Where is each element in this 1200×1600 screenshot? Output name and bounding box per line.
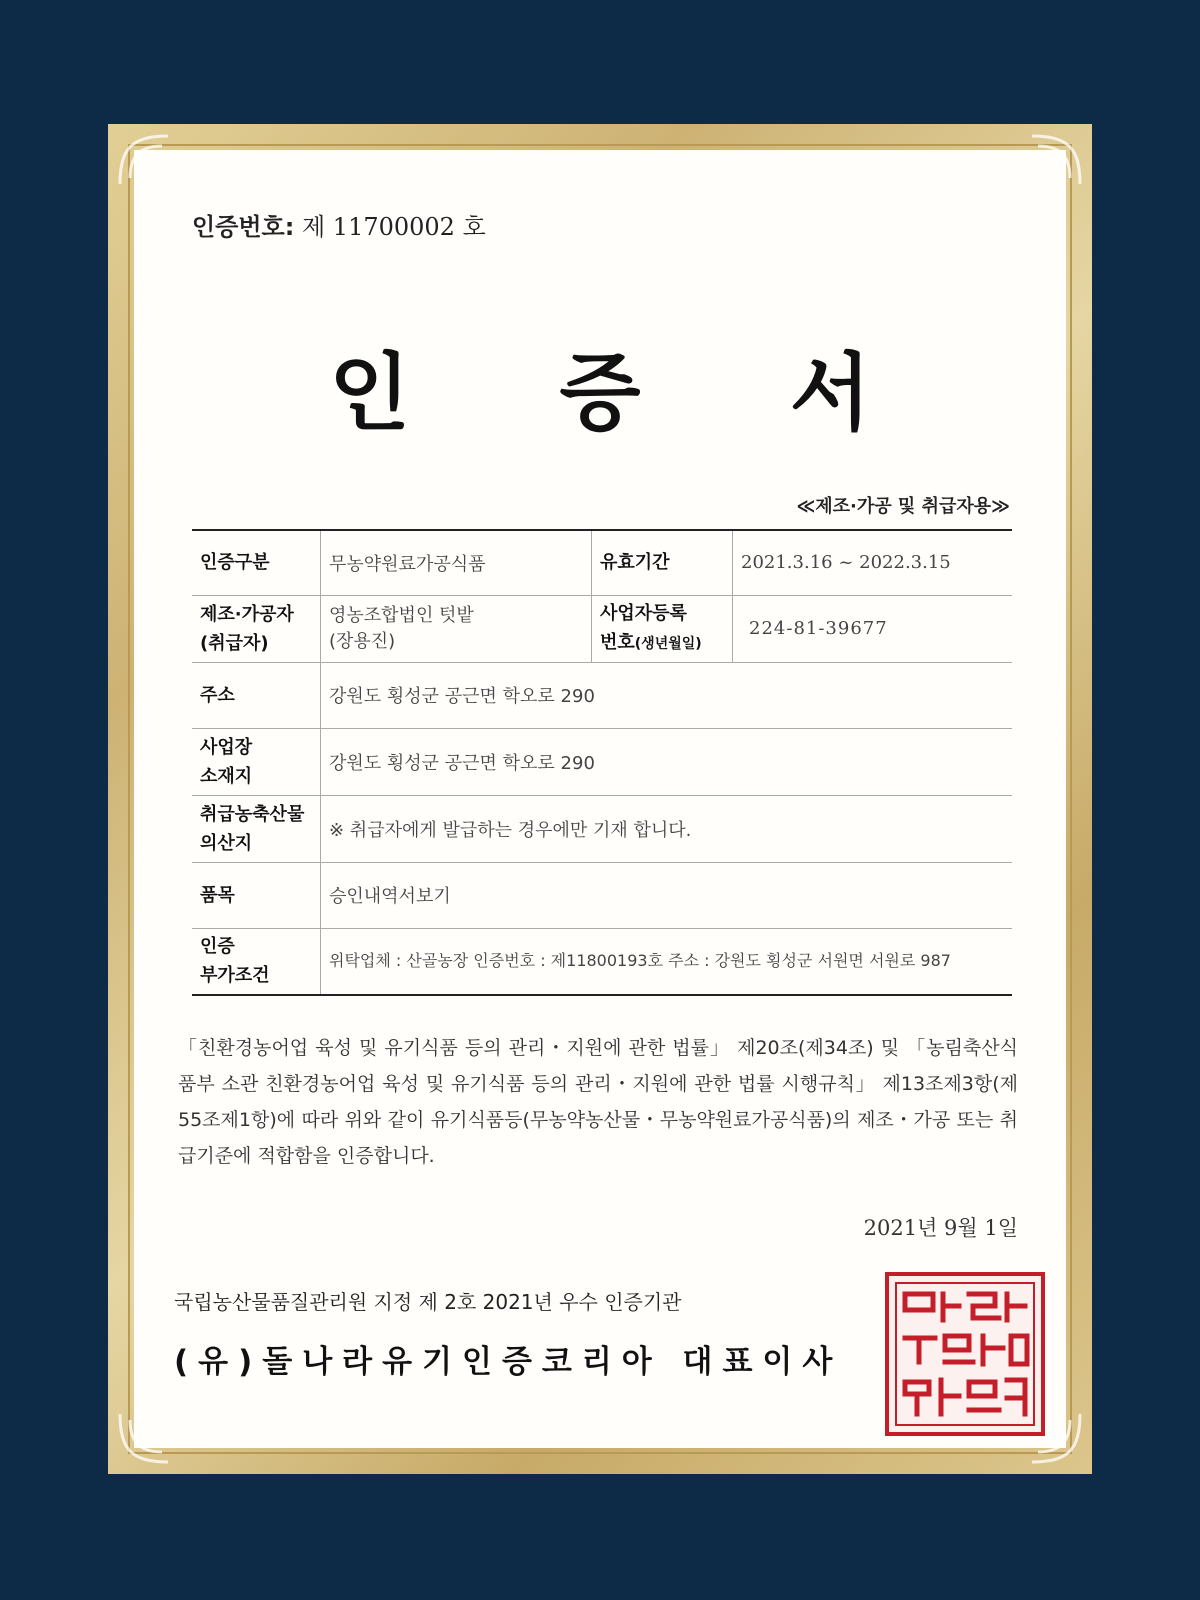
official-seal (885, 1272, 1045, 1436)
certificate-number-label: 인증번호: (192, 213, 295, 241)
designation-text: 국립농산물품질관리원 지정 제 2호 2021년 우수 인증기관 (174, 1290, 682, 1314)
condition-label-line1: 인증 (200, 936, 235, 958)
bizreg-value: 224-81-39677 (733, 595, 1013, 662)
table-row (192, 728, 1012, 795)
certificate-info-table (192, 529, 1012, 996)
site-label (192, 728, 321, 795)
bizreg-label-number: 번호 (600, 631, 635, 653)
manufacturer-rep: (장용진) (329, 630, 396, 652)
seal-mark-icon (889, 1276, 1041, 1432)
address-value: 강원도 횡성군 공근면 학오로 290 (321, 662, 1013, 728)
item-value: 승인내역서보기 (321, 862, 1013, 928)
origin-label-line1: 취급농축산물 (200, 803, 305, 825)
condition-label (192, 928, 321, 995)
cert-type-label: 인증구분 (192, 530, 321, 595)
corner-ornament-icon (112, 128, 176, 192)
certification-statement: 「친환경농어업 육성 및 유기식품 등의 관리・지원에 관한 법률」 제20조(제34조) 및 「농림축산식품부 소관 친환경농어업 육성 및 유기식품 등의 관리・지원에 관한 법률 시행규칙」 제13조제3항(제55조제1항)에 따라 위와 같이 유기식품등(무농약농산물・무농약원료가공식품)의 제조・가공 또는 취급기준에 적합함을 인증합니다. (178, 1037, 1018, 1167)
cert-type-value: 무농약원료가공식품 (321, 530, 592, 595)
site-value: 강원도 횡성군 공근면 학오로 290 (321, 728, 1013, 795)
certificate-number-value: 제 11700002 호 (301, 213, 486, 241)
validity-value: 2021.3.16 ~ 2022.3.15 (733, 530, 1013, 595)
certificate-number (192, 207, 486, 242)
address-label: 주소 (192, 662, 321, 728)
issue-date: 2021년 9월 1일 (863, 1216, 1018, 1240)
manufacturer-label-line2: (취급자) (200, 632, 269, 654)
usage-note: ≪제조·가공 및 취급자용≫ (796, 496, 1010, 517)
table-row (192, 595, 1012, 662)
condition-value: 위탁업체 : 산골농장 인증번호 : 제11800193호 주소 : 강원도 횡성군 서원면 서원로 987 (321, 928, 1013, 995)
manufacturer-label-line1: 제조·가공자 (200, 603, 294, 625)
condition-label-line2: 부가조건 (200, 965, 270, 987)
table-row (192, 928, 1012, 995)
manufacturer-value (321, 595, 592, 662)
table-row (192, 662, 1012, 728)
page-title: 인 증 서 (329, 344, 931, 442)
corner-ornament-icon (1024, 128, 1088, 192)
bizreg-label-birth: (생년월일) (634, 635, 702, 652)
manufacturer-name: 영농조합법인 텃밭 (329, 604, 474, 626)
table-row (192, 862, 1012, 928)
table-row (192, 530, 1012, 595)
bizreg-label (592, 595, 733, 662)
origin-label (192, 795, 321, 862)
manufacturer-label (192, 595, 321, 662)
site-label-line2: 소재지 (200, 765, 253, 787)
origin-value: ※ 취급자에게 발급하는 경우에만 기재 합니다. (321, 795, 1013, 862)
item-label: 품목 (192, 862, 321, 928)
table-row (192, 795, 1012, 862)
origin-label-line2: 의산지 (200, 832, 253, 854)
site-label-line1: 사업장 (200, 736, 253, 758)
validity-label: 유효기간 (592, 530, 733, 595)
bizreg-label-line2 (600, 628, 724, 659)
bizreg-label-line1: 사업자등록 (600, 602, 687, 624)
corner-ornament-icon (112, 1406, 176, 1470)
organization-name: (유)돌나라유기인증코리아 대표이사 (174, 1344, 843, 1380)
